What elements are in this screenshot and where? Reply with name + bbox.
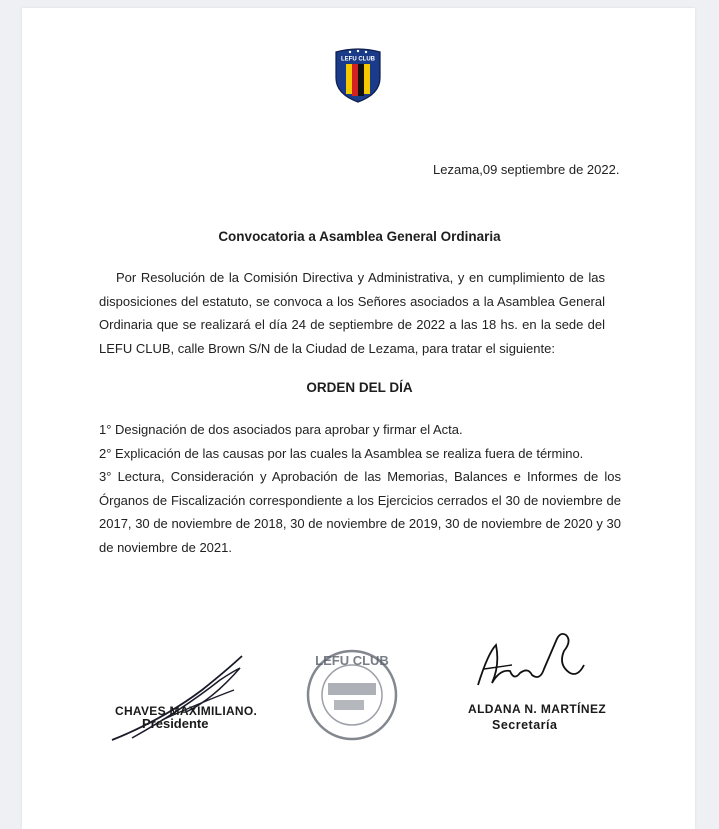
stamp-text: LEFU CLUB [315, 653, 389, 668]
club-stamp [300, 645, 405, 745]
agenda-item: 1° Designación de dos asociados para aprobar y firmar el Acta. [99, 422, 463, 437]
secretary-name: ALDANA N. MARTÍNEZ [468, 702, 607, 716]
club-crest-icon [332, 44, 384, 104]
intro-paragraph: Por Resolución de la Comisión Directiva y Administrativa, y en cumplimiento de las disposiciones del estatuto, se convoca a los Señores asociados a la Asamblea General Ordinaria que se realizará el día 24 de septiembre de 2022 a las 18 hs. en la sede del LEFU CLUB, calle Brown S/N de la Ciudad de Lezama, para tratar el siguiente: [99, 270, 605, 356]
agenda-item: 3° Lectura, Consideración y Aprobación de las Memorias, Balances e Informes de los Órganos de Fiscalización correspondiente a los Ejercicios cerrados el 30 de noviembre de 2017, 30 de noviembre de 2018, 30 de noviembre de 2019, 30 de noviembre de 2020 y 30 de noviembre de 2021. [99, 469, 621, 555]
document-date: Lezama,09 septiembre de 2022. [433, 162, 620, 177]
agenda-title: ORDEN DEL DÍA [306, 380, 413, 395]
president-role: Presidente [142, 716, 209, 731]
document-title: Convocatoria a Asamblea General Ordinaria [218, 229, 501, 244]
secretary-role: Secretaría [492, 718, 558, 732]
president-name: CHAVES MAXIMILIANO. [115, 704, 258, 718]
svg-text:LEFU CLUB: LEFU CLUB [341, 56, 375, 63]
agenda-list [99, 418, 621, 559]
president-signature [102, 650, 262, 750]
secretary-signature [470, 625, 590, 695]
agenda-item: 2° Explicación de las causas por las cuales la Asamblea se realiza fuera de término. [99, 445, 584, 461]
